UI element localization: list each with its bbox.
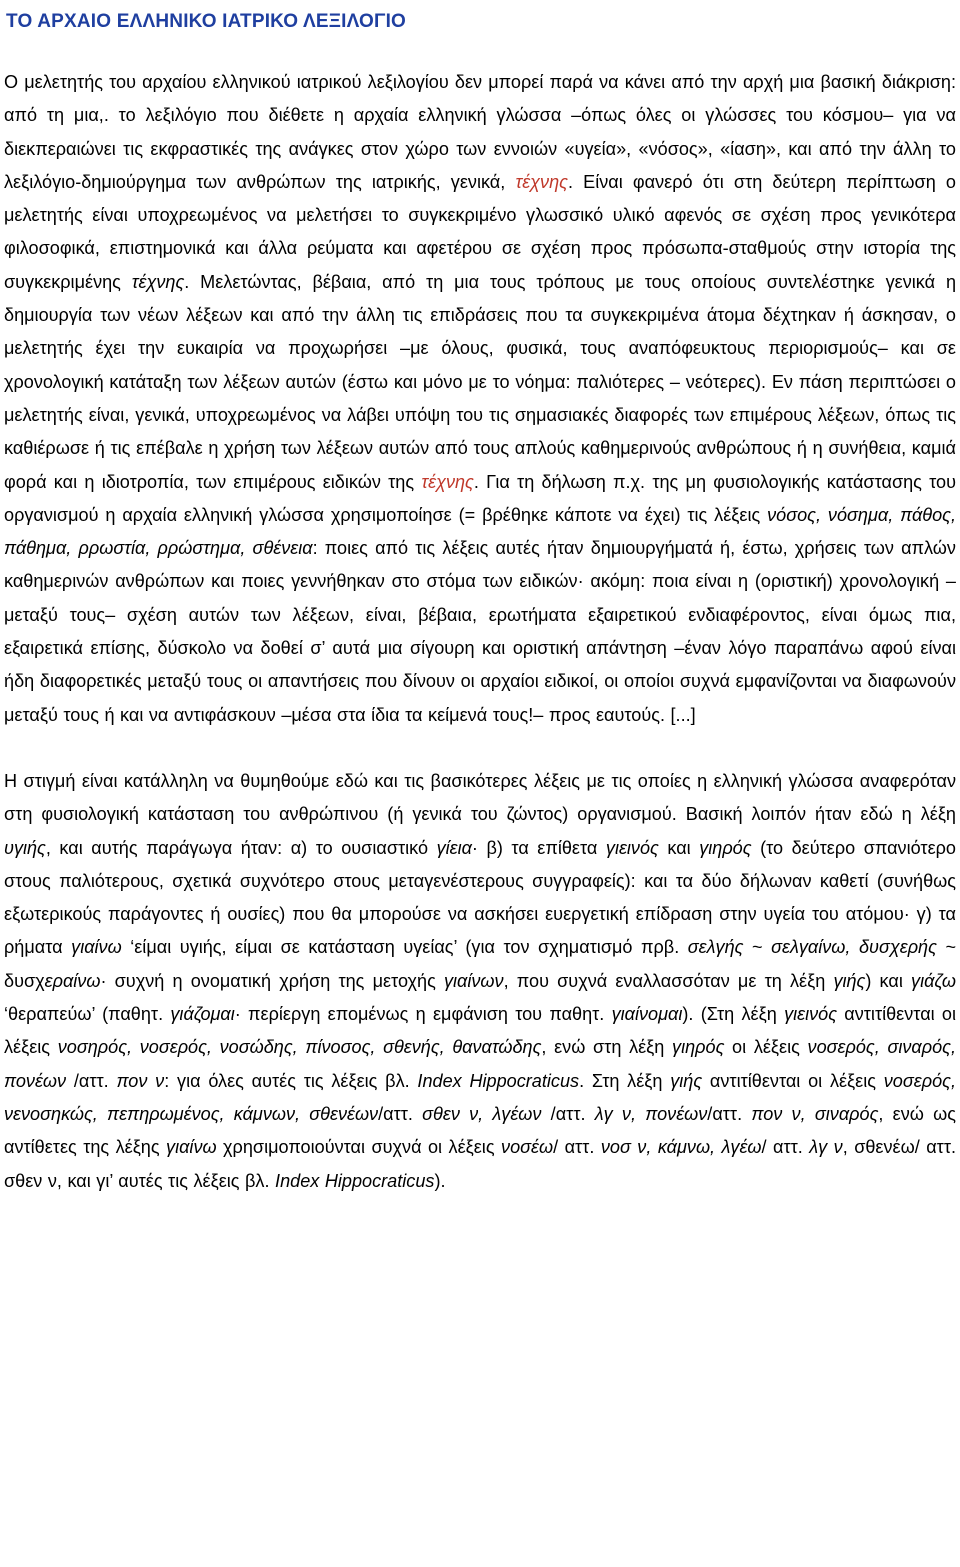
- text-run: , που συχνά εναλλασσόταν με τη λέξη: [503, 970, 834, 991]
- italic-term: σελγής: [687, 937, 744, 958]
- italic-term: γιαίνω: [71, 937, 122, 958]
- italic-term: εραίνω: [44, 970, 101, 991]
- text-run: και: [658, 837, 700, 858]
- text-run: · περίεργη επομένως η εμφάνιση του παθητ.: [234, 1004, 612, 1025]
- italic-term: γιάζομαι: [170, 1004, 235, 1025]
- text-run: . Είναι φανερό ότι στη δεύτερη περίπτωση ο μελετητής είναι υποχρεωμένος να μελετήσει το συγκεκριμένο γλωσσικό υλικό αφενός σε σχέση προς γενικότερα φιλοσοφικά, επιστημονικά και άλλα ρεύματα και αφετέρου σε σχέση προς πρόσωπα-σταθμούς στην ιστορία της συγκεκριμένης: [4, 171, 956, 292]
- text-run: χρησιμοποιούνται συχνά οι λέξεις: [216, 1137, 502, 1158]
- text-run: . Για τη δήλωση π.χ. της μη φυσιολογικής κατάστασης του οργανισμού η αρχαία ελληνική γλώσσα χρησιμοποίησε (= βρέθηκε κάποτε να έχει) τις λέξεις: [4, 471, 956, 525]
- italic-term: γιαίνων: [443, 970, 504, 991]
- page-title: ΤΟ ΑΡΧΑΙΟ ΕΛΛΗΝΙΚΟ ΙΑΤΡΙΚΟ ΛΕΞΙΛΟΓΙΟ: [6, 11, 407, 32]
- italic-term: νόσος, νόσημα, πάθος, πάθημα, ρρωστία, ρρώστημα, σθένεια: [4, 504, 957, 559]
- text-run: , ενώ ως αντίθετες της λέξης: [4, 1103, 956, 1158]
- italic-term: νοσέω: [501, 1137, 554, 1158]
- italic-term: γιεινός: [605, 837, 659, 858]
- text-run: : για όλες αυτές τις λέξεις βλ.: [164, 1070, 418, 1091]
- italic-term: σελγαίνω, δυσχερής: [771, 937, 937, 958]
- italic-term: γιηρός: [699, 837, 752, 858]
- text-run: /αττ.: [707, 1103, 752, 1124]
- text-run: · β) τα επίθετα: [471, 837, 606, 858]
- highlighted-term: τέχνης: [515, 171, 568, 192]
- text-run: / αττ.: [553, 1137, 601, 1158]
- italic-term: γιαίνομαι: [611, 1004, 683, 1025]
- italic-term: Index Hippocraticus: [275, 1170, 435, 1191]
- italic-term: νοσηρός, νοσερός, νοσώδης, πίνοσος, σθενής, θανατώδης: [57, 1037, 542, 1058]
- text-run: (το δεύτερο σπανιότερο στους παλιότερους, σχετικά συχνότερο στους μεταγενέστερους συγγραφείς): και τα δύο δήλωναν καθετί (συνήθως εξωτερικούς παράγοντες ή ουσίες) που θα μπορούσε να ασκήσει ευεργετική επίδραση στην υγεία του ατόμου· γ) τα ρήματα: [4, 837, 956, 958]
- text-run: · συχνή η ονοματική χρήση της μετοχής: [100, 970, 444, 991]
- text-run: . Στη λέξη: [579, 1070, 671, 1091]
- italic-term: πον ν: [116, 1070, 165, 1091]
- text-run: Ο μελετητής του αρχαίου ελληνικού ιατρικού λεξιλογίου δεν μπορεί παρά να κάνει από την αρχή μια βασική διάκριση: από τη μια,. το λεξιλόγιο που διέθετε η αρχαία ελληνική γλώσσα –όπως όλες οι γλώσσες του κόσμου– για να διεκπεραιώνει τις εκφραστικές της ανάγκες στον χώρο των εννοιών «υγεία», «νόσος», «ίαση», και από την άλλη το λεξιλόγιο-δημιούργημα των ανθρώπων της ιατρικής, γενικά,: [4, 72, 956, 192]
- italic-term: γιής: [833, 970, 866, 991]
- text-run: ‘θεραπεύω’ (παθητ.: [4, 1004, 171, 1025]
- italic-term: σθεν ν, λγέων: [422, 1103, 542, 1124]
- italic-term: λγ ν, πονέων: [594, 1103, 708, 1124]
- text-run: /αττ.: [66, 1070, 117, 1091]
- italic-term: γίεια: [436, 837, 472, 858]
- italic-term: νοσ ν, κάμνω, λγέω: [600, 1137, 762, 1158]
- text-run: . Μελετώντας, βέβαια, από τη μια τους τρόπους με τους οποίους συντελέστηκε γενικά η δημιουργία των νέων λέξεων και από την άλλη τις επιδράσεις που τα συγκεκριμένα άτομα δέχτηκαν ή άσκησαν, ο μελετητής έχει την ευκαιρία να προχωρήσει –με όλους, φυσικά, τους αναπόφευκτους περιορισμούς– και σε χρονολογική κατάταξη των λέξεων αυτών (έστω και μόνο με το νόημα: παλιότερες – νεότερες). Εν πάση περιπτώσει ο μελετητής είναι, γενικά, υποχρεωμένος να λάβει υπόψη του τις σημασιακές διαφορές των επιμέρους λέξεων, όπως τις καθιέρωσε ή τις επέβαλε η χρήση των λέξεων αυτών από τους απλούς καθημερινούς ανθρώπους ή η συνήθεια, καμιά φορά και η ιδιοτροπία, των επιμέρους ειδικών της: [4, 271, 957, 492]
- paragraph-1: [4, 66, 956, 732]
- text-run: , ενώ στη λέξη: [541, 1037, 673, 1058]
- text-run: ). (Στη λέξη: [682, 1004, 785, 1025]
- text-run: : ποιες από τις λέξεις αυτές ήταν δημιουργήματά ή, έστω, χρήσεις των απλών καθημερινών ανθρώπων και ποιες γεννήθηκαν στο στόμα των ειδικών· ακόμη: ποια είναι η (οριστική) χρονολογική –μεταξύ τους– σχέση αυτών των λέξεων, είναι, βέβαια, ερωτήματα εξαιρετικού ενδιαφέροντος, είναι όμως πια, εξαιρετικά επίσης, δύσκολο να δοθεί σ’ αυτά μια σίγουρη και οριστική απάντηση –έναν λόγο παραπάνω αφού είναι ήδη διαφορετικές μεταξύ τους οι απαντήσεις που δίνουν οι αρχαίοι ειδικοί, οι οποίοι συχνά εμφανίζονται να διαφωνούν μεταξύ τους ή και να αντιφάσκουν –μέσα στα ίδια τα κείμενά τους!– προς εαυτούς. [...]: [4, 538, 956, 725]
- italic-term: γιής: [670, 1070, 703, 1091]
- italic-term: γιάζω: [911, 970, 957, 991]
- italic-term: νοσερός, σιναρός, πονέων: [4, 1037, 956, 1091]
- text-run: , και αυτής παράγωγα ήταν: α) το ουσιαστικό: [45, 837, 437, 858]
- italic-term: τέχνης: [131, 271, 185, 292]
- paragraph-2: [4, 765, 956, 1198]
- text-run: Η στιγμή είναι κατάλληλη να θυμηθούμε εδώ και τις βασικότερες λέξεις με τις οποίες η ελληνική γλώσσα αναφερόταν στη φυσιολογική κατάσταση του ανθρώπινου (ή γενικά του ζώντος) οργανισμού. Βασική λοιπόν ήταν εδώ η λέξη: [4, 770, 956, 825]
- text-run: /αττ.: [541, 1103, 595, 1124]
- italic-term: πον ν, σιναρός: [751, 1103, 879, 1124]
- highlighted-term: τέχνης: [421, 471, 474, 492]
- text-run: ~ δυσχ: [4, 937, 957, 991]
- text-run: οι λέξεις: [724, 1037, 808, 1058]
- italic-term: γιεινός: [784, 1004, 838, 1025]
- italic-term: γιηρός: [672, 1037, 725, 1058]
- text-run: ) και: [865, 970, 912, 991]
- italic-term: Index Hippocraticus: [417, 1070, 580, 1091]
- italic-term: υγιής: [4, 837, 46, 858]
- italic-term: γιαίνω: [166, 1137, 217, 1158]
- text-run: αντιτίθενται οι λέξεις: [4, 1004, 957, 1058]
- italic-term: νοσερός, νενοσηκώς, πεπηρωμένος, κάμνων, σθενέων: [4, 1070, 956, 1124]
- text-run: , σθενέω/ αττ. σθεν ν, και γι’ αυτές τις λέξεις βλ.: [4, 1137, 957, 1191]
- text-run: ).: [434, 1170, 446, 1191]
- text-run: /αττ.: [378, 1103, 423, 1124]
- italic-term: λγ ν: [809, 1137, 843, 1158]
- text-run: / αττ.: [761, 1137, 810, 1158]
- text-run: ‘είμαι υγιής, είμαι σε κατάσταση υγείας’ (για τον σχηματισμό πρβ.: [121, 937, 688, 958]
- text-run: ~: [743, 937, 772, 958]
- text-run: αντιτίθενται οι λέξεις: [702, 1070, 884, 1091]
